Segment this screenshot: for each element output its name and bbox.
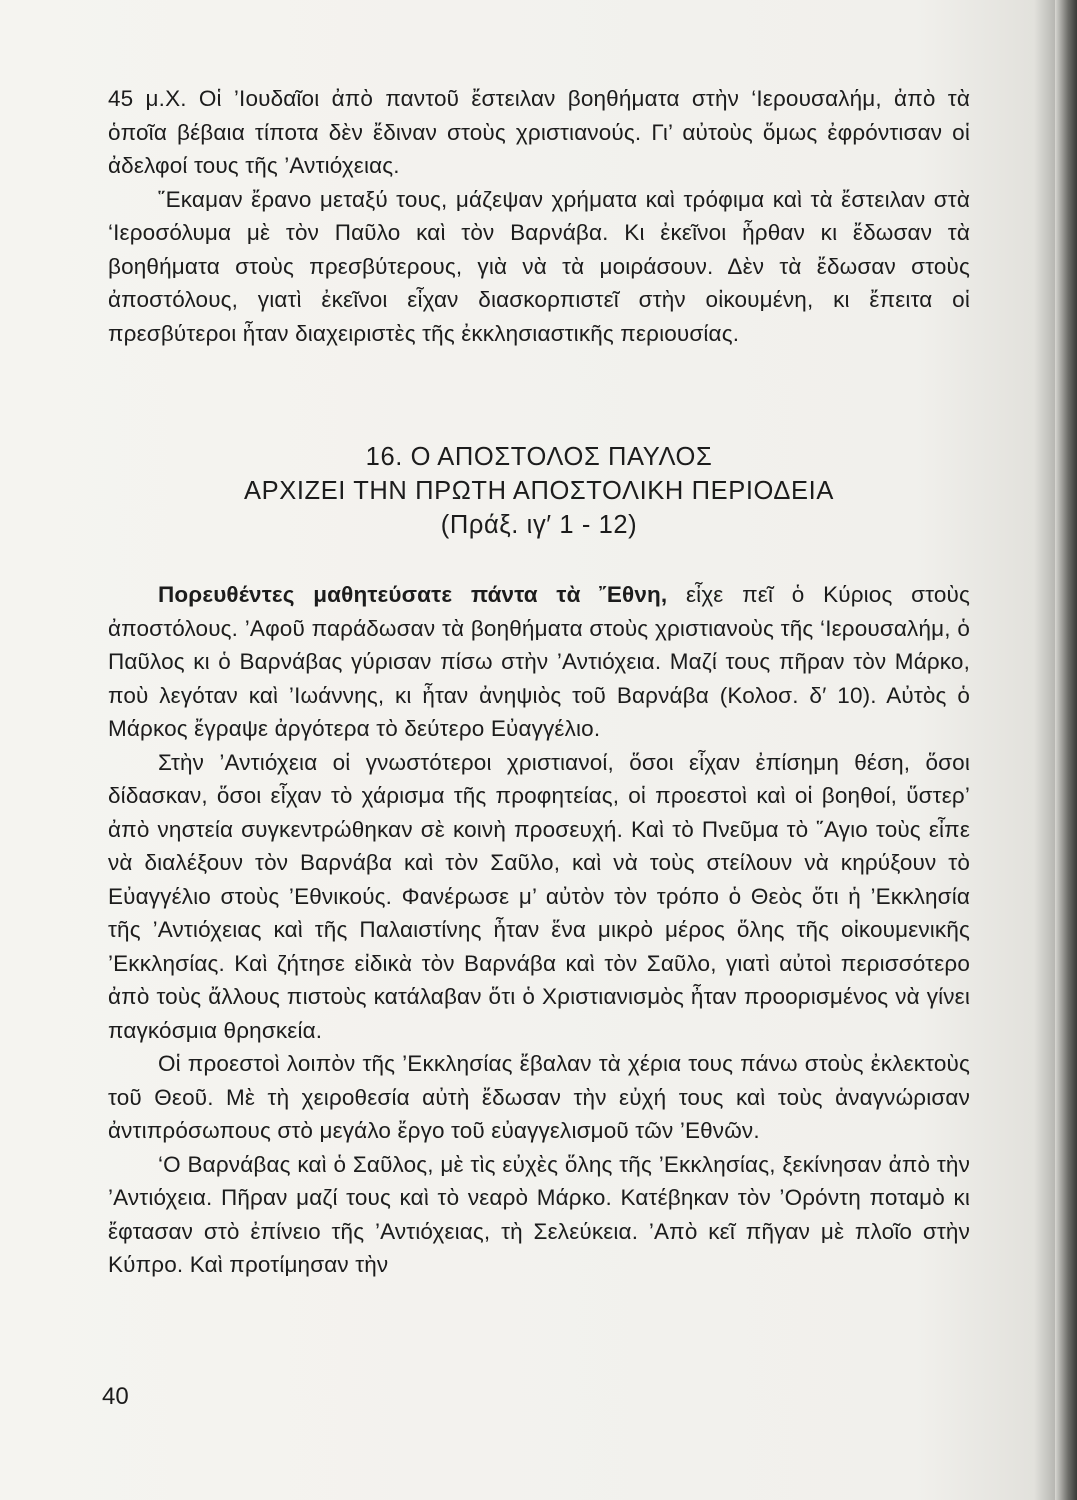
chapter-title-line-2: ΑΡΧΙΖΕΙ ΤΗΝ ΠΡΩΤΗ ΑΠΟΣΤΟΛΙΚΗ ΠΕΡΙΟΔΕΙΑ	[244, 477, 834, 505]
page-number: 40	[102, 1383, 129, 1410]
paragraph-2: Στὴν ’Αντιόχεια οἱ γνωστότεροι χριστιανοί, ὅσοι εἶχαν ἐπίσημη θέση, ὅσοι δίδασκαν, ὅσοι εἶχαν τὸ χάρισμα τῆς προφητείας, οἱ προεστοὶ καὶ οἱ βοηθοί, ὕστερ’ ἀπὸ νηστεία συγκεντρώθηκαν σὲ κοινὴ προσευχή. Καὶ τὸ Πνεῦμα τὸ ῞Αγιο τοὺς εἶπε νὰ διαλέξουν τὸν Βαρνάβα καὶ τὸν Σαῦλο, καὶ νὰ τοὺς στείλουν νὰ κηρύξουν τὸ Εὐαγγέλιο στοὺς ’Εθνικούς. Φανέρωσε μ’ αὐτὸν τὸν τρόπο ὁ Θεὸς ὅτι ἡ ’Εκκλησία τῆς ’Αντιόχειας καὶ τῆς Παλαιστίνης ἦταν ἕνα μικρὸ μέρος ὅλης τῆς οἰκουμενικῆς ’Εκκλησίας. Καὶ ζήτησε εἰδικὰ τὸν Βαρνάβα καὶ τὸν Σαῦλο, γιατὶ αὐτοὶ περισσότερο ἀπὸ τοὺς ἄλλους πιστοὺς κατάλαβαν ὅτι ὁ Χριστιανισμὸς ἦταν προορισμένος νὰ γίνει παγκόσμια θρησκεία.	[108, 749, 970, 1043]
paragraph-intro-2: ῞Εκαμαν ἔρανο μεταξύ τους, μάζεψαν χρήματα καὶ τρόφιμα καὶ τὰ ἔστειλαν στὰ ‘Ιεροσόλυμα μὲ τὸν Παῦλο καὶ τὸν Βαρνάβα. Κι ἐκεῖνοι ἦρθαν κι ἔδωσαν τὰ βοηθήματα στοὺς πρεσβύτερους, γιὰ νὰ τὰ μοιράσουν. Δὲν τὰ ἔδωσαν στοὺς ἀποστόλους, γιατὶ ἐκεῖνοι εἶχαν διασκορπιστεῖ στὴν οἰκουμένη, κι ἔπειτα οἱ πρεσβύτεροι ἦταν διαχειριστὲς τῆς ἐκκλησιαστικῆς περιουσίας.	[108, 186, 970, 346]
paragraph-1	[108, 578, 970, 746]
paragraph-1-text: εἶχε πεῖ ὁ Κύριος στοὺς ἀποστόλους. ’Αφοῦ παράδωσαν τὰ βοηθήματα στοὺς χριστιανοὺς τῆς ‘Ιερουσαλήμ, ὁ Παῦλος κι ὁ Βαρνάβας γύρισαν πίσω στὴν ’Αντιόχεια. Μαζί τους πῆραν τὸν Μάρκο, ποὺ λεγόταν καὶ ’Ιωάννης, κι ἦταν ἀνηψιὸς τοῦ Βαρνάβα (Κολοσ. δ′ 10). Αὐτὸς ὁ Μάρκος ἔγραψε ἀργότερα τὸ δεύτερο Εὐαγγέλιο.	[108, 582, 970, 741]
paragraph-intro-1: 45 μ.Χ. Οἱ ’Ιουδαῖοι ἀπὸ παντοῦ ἔστειλαν βοηθήματα στὴν ‘Ιερουσαλήμ, ἀπὸ τὰ ὁποῖα βέβαια τίποτα δὲν ἔδιναν στοὺς χριστιανούς. Γι’ αὐτοὺς ὅμως ἐφρόντισαν οἱ ἀδελφοί τους τῆς ’Αντιόχειας.	[108, 86, 970, 178]
book-spine-shadow	[1055, 0, 1077, 1500]
chapter-heading	[108, 440, 970, 542]
scripture-quote: Πορευθέντες μαθητεύσατε πάντα τὰ ῎Εθνη,	[158, 582, 668, 607]
chapter-title-line-1: 16. Ο ΑΠΟΣΤΟΛΟΣ ΠΑΥΛΟΣ	[365, 443, 713, 471]
paragraph-4: ‘Ο Βαρνάβας καὶ ὁ Σαῦλος, μὲ τὶς εὐχὲς ὅλης τῆς ’Εκκλησίας, ξεκίνησαν ἀπὸ τὴν ’Αντιόχεια. Πῆραν μαζί τους καὶ τὸ νεαρὸ Μάρκο. Κατέβηκαν τὸν ’Ορόντη ποταμὸ κι ἔφτασαν στὸ ἐπίνειο τῆς ’Αντιόχειας, τὴ Σελεύκεια. ’Απὸ κεῖ πῆγαν μὲ πλοῖο στὴν Κύπρο. Καὶ προτίμησαν τὴν	[108, 1151, 970, 1277]
page-body	[108, 82, 970, 1282]
paragraph-3: Οἱ προεστοὶ λοιπὸν τῆς ’Εκκλησίας ἔβαλαν τὰ χέρια τους πάνω στοὺς ἐκλεκτοὺς τοῦ Θεοῦ. Μὲ τὴ χειροθεσία αὐτὴ ἔδωσαν τὴν εὐχή τους καὶ τοὺς ἀναγνώρισαν ἀντιπρόσωπους στὸ μεγάλο ἔργο τοῦ εὐαγγελισμοῦ τῶν ’Εθνῶν.	[108, 1051, 970, 1143]
chapter-reference: (Πράξ. ιγ′ 1 - 12)	[440, 511, 638, 539]
